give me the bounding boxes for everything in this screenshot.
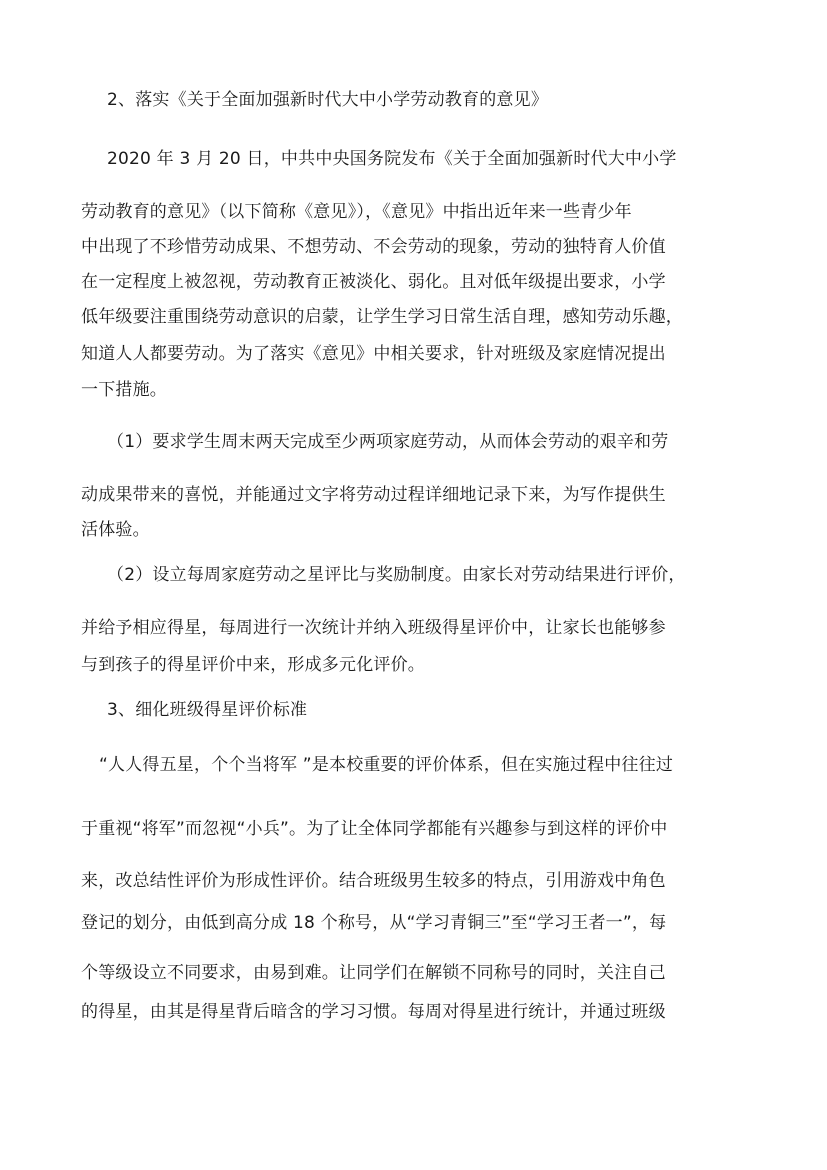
section-heading-3: 3、细化班级得星评价标准 (107, 700, 308, 720)
paragraph-line: 登记的划分，由低到高分成 18 个称号，从“学习青铜三”至“学习王者一”，每 (81, 913, 667, 933)
paragraph-line: 动成果带来的喜悦，并能通过文字将劳动过程详细地记录下来，为写作提供生 (81, 485, 666, 505)
paragraph-line: 个等级设立不同要求，由易到难。让同学们在解锁不同称号的同时，关注自己 (81, 963, 666, 983)
paragraph-line: 低年级要注重围绕劳动意识的启蒙，让学生学习日常生活自理，感知劳动乐趣， (81, 307, 683, 327)
paragraph-line: 中出现了不珍惜劳动成果、不想劳动、不会劳动的现象，劳动的独特育人价值 (81, 237, 666, 257)
list-item-1: （1）要求学生周末两天完成至少两项家庭劳动，从而体会劳动的艰辛和劳 (107, 432, 669, 452)
paragraph-line: 的得星，由其是得星背后暗含的学习习惯。每周对得星进行统计，并通过班级 (81, 1002, 666, 1022)
paragraph-line: 一下措施。 (81, 380, 167, 400)
section-heading-2: 2、落实《关于全面加强新时代大中小学劳动教育的意见》 (107, 90, 549, 110)
paragraph-line: 活体验。 (81, 520, 150, 540)
paragraph-line: 劳动教育的意见》（以下简称《意见》），《意见》中指出近年来一些青少年 (81, 202, 632, 222)
paragraph-line: 知道人人都要劳动。为了落实《意见》中相关要求，针对班级及家庭情况提出 (81, 344, 666, 364)
paragraph-line: 于重视“将军”而忽视“小兵”。为了让全体同学都能有兴趣参与到这样的评价中 (81, 819, 668, 839)
paragraph-line: 在一定程度上被忽视，劳动教育正被淡化、弱化。且对低年级提出要求，小学 (81, 272, 666, 292)
paragraph-line: 2020 年 3 月 20 日，中共中央国务院发布《关于全面加强新时代大中小学 (107, 149, 677, 169)
list-item-2: （2）设立每周家庭劳动之星评比与奖励制度。由家长对劳动结果进行评价， (107, 565, 686, 585)
paragraph-line: “人人得五星，个个当将军 ”是本校重要的评价体系，但在实施过程中往往过 (99, 755, 674, 775)
paragraph-line: 并给予相应得星，每周进行一次统计并纳入班级得星评价中，让家长也能够参 (81, 618, 666, 638)
paragraph-line: 来，改总结性评价为形成性评价。结合班级男生较多的特点，引用游戏中角色 (81, 871, 666, 891)
paragraph-line: 与到孩子的得星评价中来，形成多元化评价。 (81, 655, 425, 675)
